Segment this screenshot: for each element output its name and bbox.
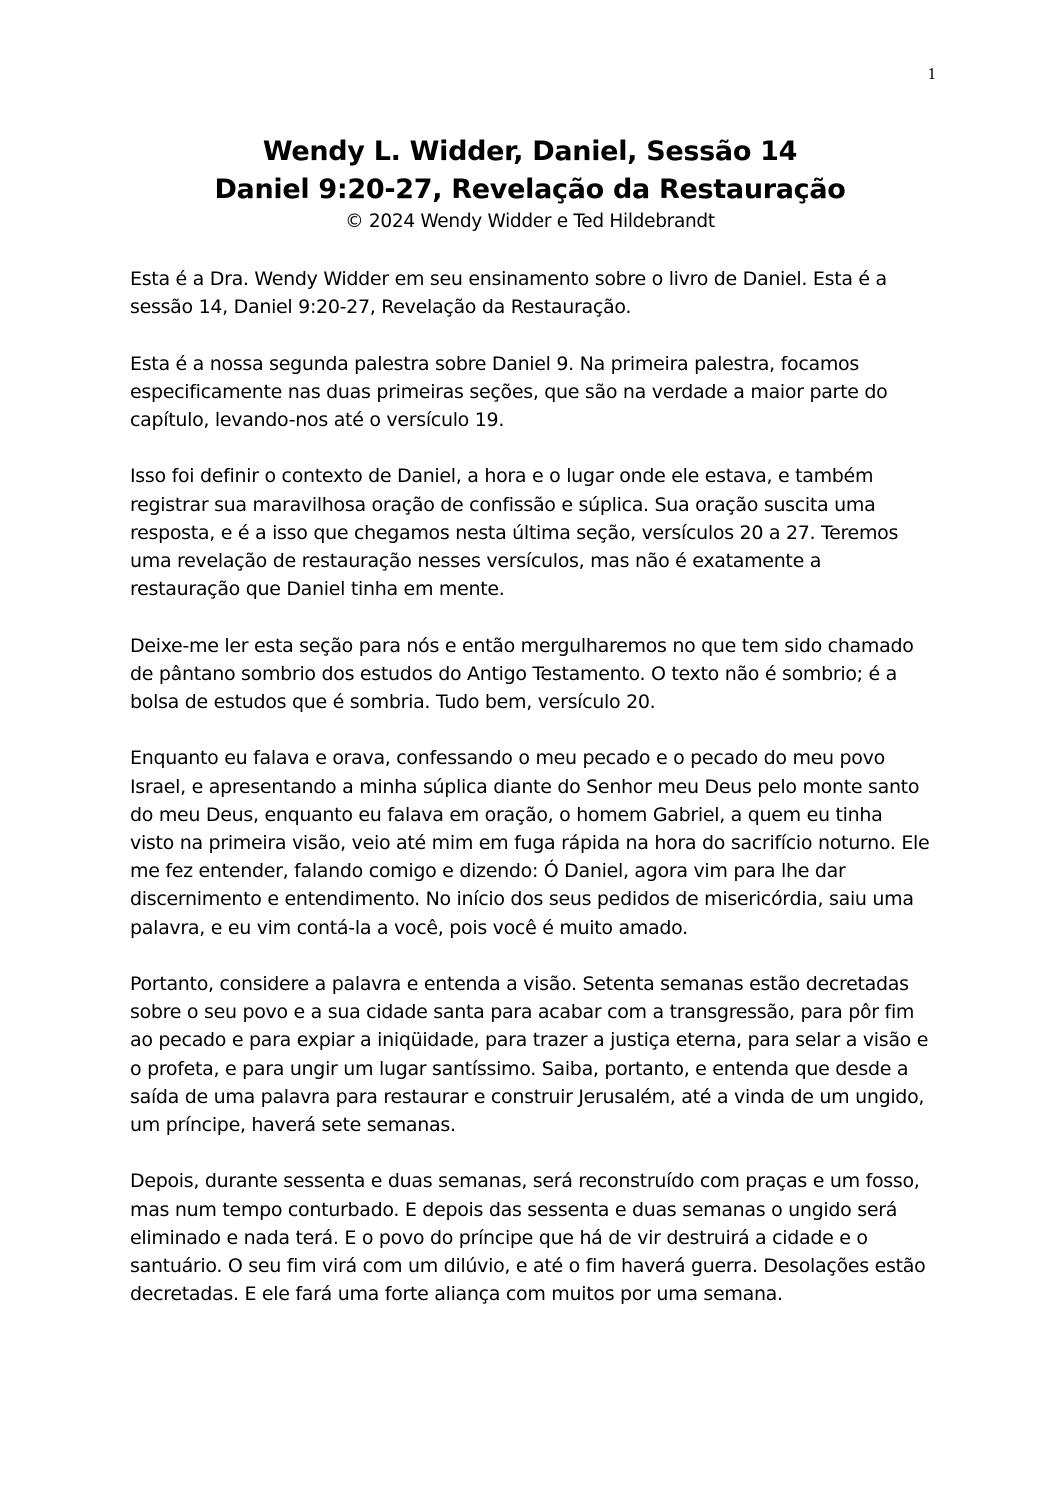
- page-number: 1: [927, 64, 936, 83]
- paragraph-1: Esta é a Dra. Wendy Widder em seu ensinamento sobre o livro de Daniel. Esta é a sessão 14, Daniel 9:20-27, Revelação da Restauração.: [130, 268, 887, 319]
- paragraph-3: Isso foi definir o contexto de Daniel, a hora e o lugar onde ele estava, e também registrar sua maravilhosa oração de confissão e súplica. Sua oração suscita uma resposta, e é a isso que chegamos nesta última seção, versículos 20 a 27. Teremos uma revelação de restauração nesses versículos, mas não é exatamente a restauração que Daniel tinha em mente.: [130, 465, 899, 601]
- paragraph-6: Portanto, considere a palavra e entenda a visão. Setenta semanas estão decretadas sobre o seu povo e a sua cidade santa para acabar com a transgressão, para pôr fim ao pecado e para expiar a iniqüidade, para trazer a justiça eterna, para selar a visão e o profeta, e para ungir um lugar santíssimo. Saiba, portanto, e entenda que desde a saída de uma palavra para restaurar e construir Jerusalém, até a vinda de um ungido, um príncipe, haverá sete semanas.: [130, 973, 929, 1137]
- copyright-notice: © 2024 Wendy Widder e Ted Hildebrandt: [345, 211, 715, 232]
- paragraph-7: Depois, durante sessenta e duas semanas, será reconstruído com praças e um fosso, mas num tempo conturbado. E depois das sessenta e duas semanas o ungido será eliminado e nada terá. E o povo do príncipe que há de vir destruirá a cidade e o santuário. O seu fim virá com um dilúvio, e até o fim haverá guerra. Desolações estão decretadas. E ele fará uma forte aliança com muitos por uma semana.: [130, 1170, 926, 1306]
- document-body: [130, 133, 930, 1337]
- paragraph-2: Esta é a nossa segunda palestra sobre Daniel 9. Na primeira palestra, focamos especificamente nas duas primeiras seções, que são na verdade a maior parte do capítulo, levando-nos até o versículo 19.: [130, 352, 888, 431]
- paragraph-5: Enquanto eu falava e orava, confessando o meu pecado e o pecado do meu povo Israel, e apresentando a minha súplica diante do Senhor meu Deus pelo monte santo do meu Deus, enquanto eu falava em oração, o homem Gabriel, a quem eu tinha visto na primeira visão, veio até mim em fuga rápida na hora do sacrifício noturno. Ele me fez entender, falando comigo e dizendo: Ó Daniel, agora vim para lhe dar discernimento e entendimento. No início dos seus pedidos de misericórdia, saiu uma palavra, e eu vim contá-la a você, pois você é muito amado.: [130, 747, 930, 939]
- document-title-line-2: Daniel 9:20-27, Revelação da Restauração: [214, 174, 846, 205]
- paragraph-4: Deixe-me ler esta seção para nós e então mergulharemos no que tem sido chamado de pântano sombrio dos estudos do Antigo Testamento. O texto não é sombrio; é a bolsa de estudos que é sombria. Tudo bem, versículo 20.: [130, 634, 914, 713]
- document-title-line-1: Wendy L. Widder, Daniel, Sessão 14: [262, 136, 798, 167]
